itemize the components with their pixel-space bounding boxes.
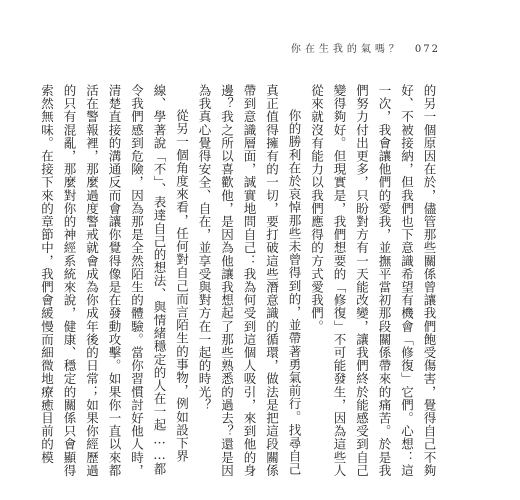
paragraph: 你的勝利在於哀悼那些未曾得到的，並帶著勇氣前行。找尋自己真正值得擁有的一切，要打破這些潛意識的循環，做法是把這段關係帶到意識層面，誠實地問自己：我為何受到這個人吸引，來到他的身邊？我之所以喜歡他，是因為他讓我想起了那些熟悉的過去？還是因為我真心覺得安全、自在，並享受與對方在一起的時光？: [197, 84, 302, 477]
running-header: [291, 40, 440, 55]
chapter-title: 你在生我的氣嗎？: [290, 44, 403, 55]
vertical-body-text: [39, 84, 440, 484]
paragraph: 的另一個原因在於，儘管那些關係曾讓我們飽受傷害，覺得自己不夠好、不被接納，但我們也下意識希望有機會「修復」它們。心想：這一次，我會讓他們的愛我，並撫平當初那段關係帶來的痛苦。於是我們努力付出更多，只盼對方有一天能改變，讓我們終於能感受到自己變得夠好。但現實是，我們想要的「修復」不可能發生，因為這些人從來就沒有能力以我們應得的方式愛我們。: [309, 84, 437, 477]
paragraph: 從另一個角度來看，任何對自己而言陌生的事物，例如設下界線、學著說「不」、表達自己的想法、與情緒穩定的人在一起……都令我們感到危險，因為那是全然陌生的體驗。當你習慣討好他人時，清楚直接的溝通反而會讓你覺得像是在發動攻擊。如果你一直以來都活在警報裡，那麼過度警戒就會成為你成年後的日常；如果你經歷過的只有混亂，那麼對你的神經系統來說，健康、穩定的關係只會顯得索然無味。在接下來的章節中，我們會緩慢而細微地療癒目前的模: [39, 84, 190, 477]
page-number: 072: [414, 44, 440, 55]
